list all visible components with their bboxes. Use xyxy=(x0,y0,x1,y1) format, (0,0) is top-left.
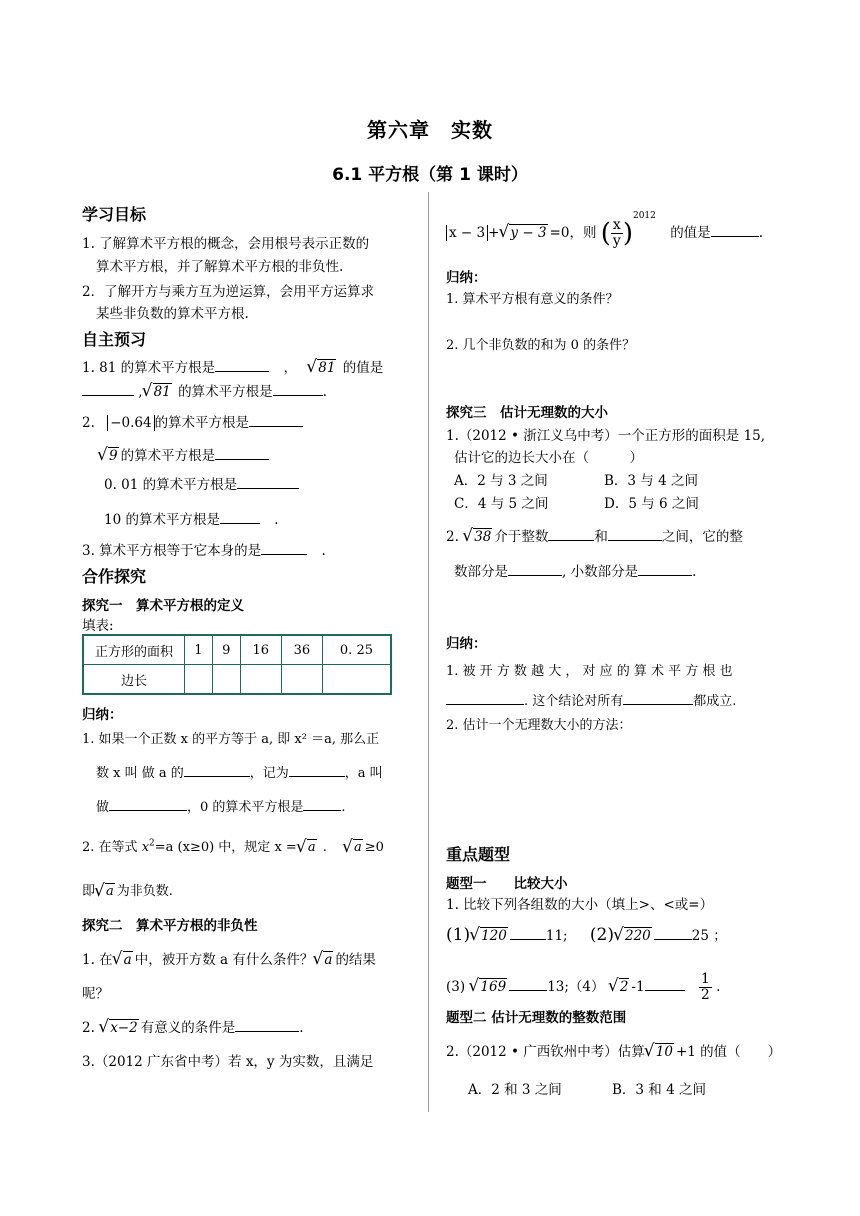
chapter-title: 第六章 实数 xyxy=(367,118,493,142)
summary-label: 归纳： xyxy=(446,270,487,286)
type-1-q1-parts-3-4: (3) √ 169 13;（4） √ 2 -1 $\frac{1}{2}$ . xyxy=(446,972,720,1003)
preview-q2-line-1: 2. −0.64 的算术平方根是 xyxy=(82,411,303,431)
table-row xyxy=(83,665,391,695)
section-title: 6.1 平方根（第 1 课时） xyxy=(332,165,528,185)
table-cell: 正方形的面积 xyxy=(83,635,185,665)
type-2-option-b: B．3 和 4 之间 xyxy=(612,1082,706,1098)
fill-table-label: 填表: xyxy=(82,618,114,634)
table-cell: 边长 xyxy=(83,665,185,695)
definition-1-line-1: 1. 如果一个正数 x 的平方等于 a, 即 x² ＝a, 那么正 xyxy=(82,732,380,747)
summary-item-4: 2. 估计一个无理数大小的方法： xyxy=(446,718,632,733)
explore-2-q1-line-2: 呢？ xyxy=(82,986,109,1002)
definition-2-line-1: 2. 在等式 $x^2=a$ (x≥0) 中，规定 x =√ a . √ a ≥0 xyxy=(82,836,384,855)
summary-item-3-line-2: . 这个结论对所有 都成立. xyxy=(446,690,736,709)
table-cell[interactable] xyxy=(240,665,281,695)
summary-item-1: 1. 算术平方根有意义的条件？ xyxy=(446,292,619,307)
table-cell[interactable] xyxy=(212,665,240,695)
definition-1-line-2: 数 x 叫 做 a 的 ，记为 ，a 叫 xyxy=(96,766,383,781)
table-cell[interactable] xyxy=(185,665,213,695)
goals-heading: 学习目标 xyxy=(82,205,147,224)
goal-1-line-2: 算术平方根，并了解算术平方根的非负性. xyxy=(96,259,344,275)
preview-heading: 自主预习 xyxy=(82,330,147,349)
table-row xyxy=(83,635,391,665)
table-cell[interactable] xyxy=(322,665,391,695)
square-table xyxy=(82,634,392,695)
preview-q2-line-2: √ 9 的算术平方根是 xyxy=(98,444,269,464)
option-b: B．3 与 4 之间 xyxy=(604,473,698,489)
definition-2-line-2: 即√ a 为非负数. xyxy=(82,880,173,899)
column-divider xyxy=(428,192,429,1112)
explore-2-q3: 3.（2012 广东省中考）若 x，y 为实数，且满足 xyxy=(82,1054,374,1070)
table-cell: 1 xyxy=(185,635,213,665)
option-d: D．5 与 6 之间 xyxy=(604,496,699,512)
type-1-q1: 1. 比较下列各组数的大小（填上>、<或=） xyxy=(446,897,714,913)
table-cell: 16 xyxy=(240,635,281,665)
summary-item-3-line-1: 1. 被 开 方 数 越 大 ， 对 应 的 算 术 平 方 根 也 xyxy=(446,664,733,679)
definition-1-line-3: 做 ，0 的算术平方根是 . xyxy=(96,800,346,815)
preview-q1-line-1: 1. 81 的算术平方根是 ， √ 81 的值是 xyxy=(82,356,383,376)
summary-label: 归纳： xyxy=(82,707,123,723)
table-cell: 0. 25 xyxy=(322,635,391,665)
explore-1-heading: 探究一 算术平方根的定义 xyxy=(82,598,244,614)
type-1-q1-parts-1-2: (1)√ 120 11; (2)√ 220 25 ； xyxy=(446,924,727,945)
key-types-heading: 重点题型 xyxy=(446,845,511,864)
preview-q2-line-4: 10 的算术平方根是 . xyxy=(104,512,279,528)
option-c: C．4 与 5 之间 xyxy=(454,496,549,512)
goal-1-line-1: 1. 了解算术平方根的概念，会用根号表示正数的 xyxy=(82,236,370,252)
preview-q3: 3. 算术平方根等于它本身的是 . xyxy=(82,543,326,559)
explore-3-q2-line-2: 数部分是 , 小数部分是 . xyxy=(454,564,697,580)
option-a: A．2 与 3 之间 xyxy=(454,473,548,489)
explore-3-q1-line-2: 估计它的边长大小在（ ） xyxy=(454,450,643,466)
summary-label-2: 归纳： xyxy=(446,636,487,652)
goal-2-line-2: 某些非负数的算术平方根. xyxy=(96,306,249,322)
explore-2-q3-continued: x − 3 +√ y − 3 =0，则 ( $\frac{x}{y}$ )$^{2012}$ 的值是 . xyxy=(446,218,763,249)
explore-3-heading: 探究三 估计无理数的大小 xyxy=(446,405,608,421)
type-1-heading: 题型一 比较大小 xyxy=(446,876,568,892)
table-cell: 36 xyxy=(281,635,322,665)
table-cell[interactable] xyxy=(281,665,322,695)
explore-3-q2-line-1: 2. √ 38 介于整数 和 之间，它的整 xyxy=(446,525,743,545)
explore-2-q1-line-1: 1. 在√ a 中，被开方数 a 有什么条件？√ a 的结果 xyxy=(82,948,376,968)
type-2-heading: 题型二 估计无理数的整数范围 xyxy=(446,1010,627,1026)
coop-heading: 合作探究 xyxy=(82,567,147,586)
type-2-q2: 2.（2012 • 广西钦州中考）估算√ 10 +1 的值（ ） xyxy=(446,1040,781,1060)
preview-q2-line-3: 0. 01 的算术平方根是 xyxy=(104,473,299,493)
summary-item-2: 2. 几个非负数的和为 0 的条件？ xyxy=(446,338,636,353)
explore-2-heading: 探究二 算术平方根的非负性 xyxy=(82,918,258,934)
table-cell: 9 xyxy=(212,635,240,665)
preview-q1-line-2: ,√ 81 的算术平方根是 . xyxy=(82,380,327,400)
type-2-option-a: A．2 和 3 之间 xyxy=(468,1082,562,1098)
goal-2-line-1: 2．了解开方与乘方互为逆运算，会用平方运算求 xyxy=(82,284,375,300)
explore-3-q1-line-1: 1.（2012 • 浙江义乌中考）一个正方形的面积是 15, xyxy=(446,428,766,444)
explore-2-q2: 2. √ x−2 有意义的条件是 . xyxy=(82,1016,304,1036)
